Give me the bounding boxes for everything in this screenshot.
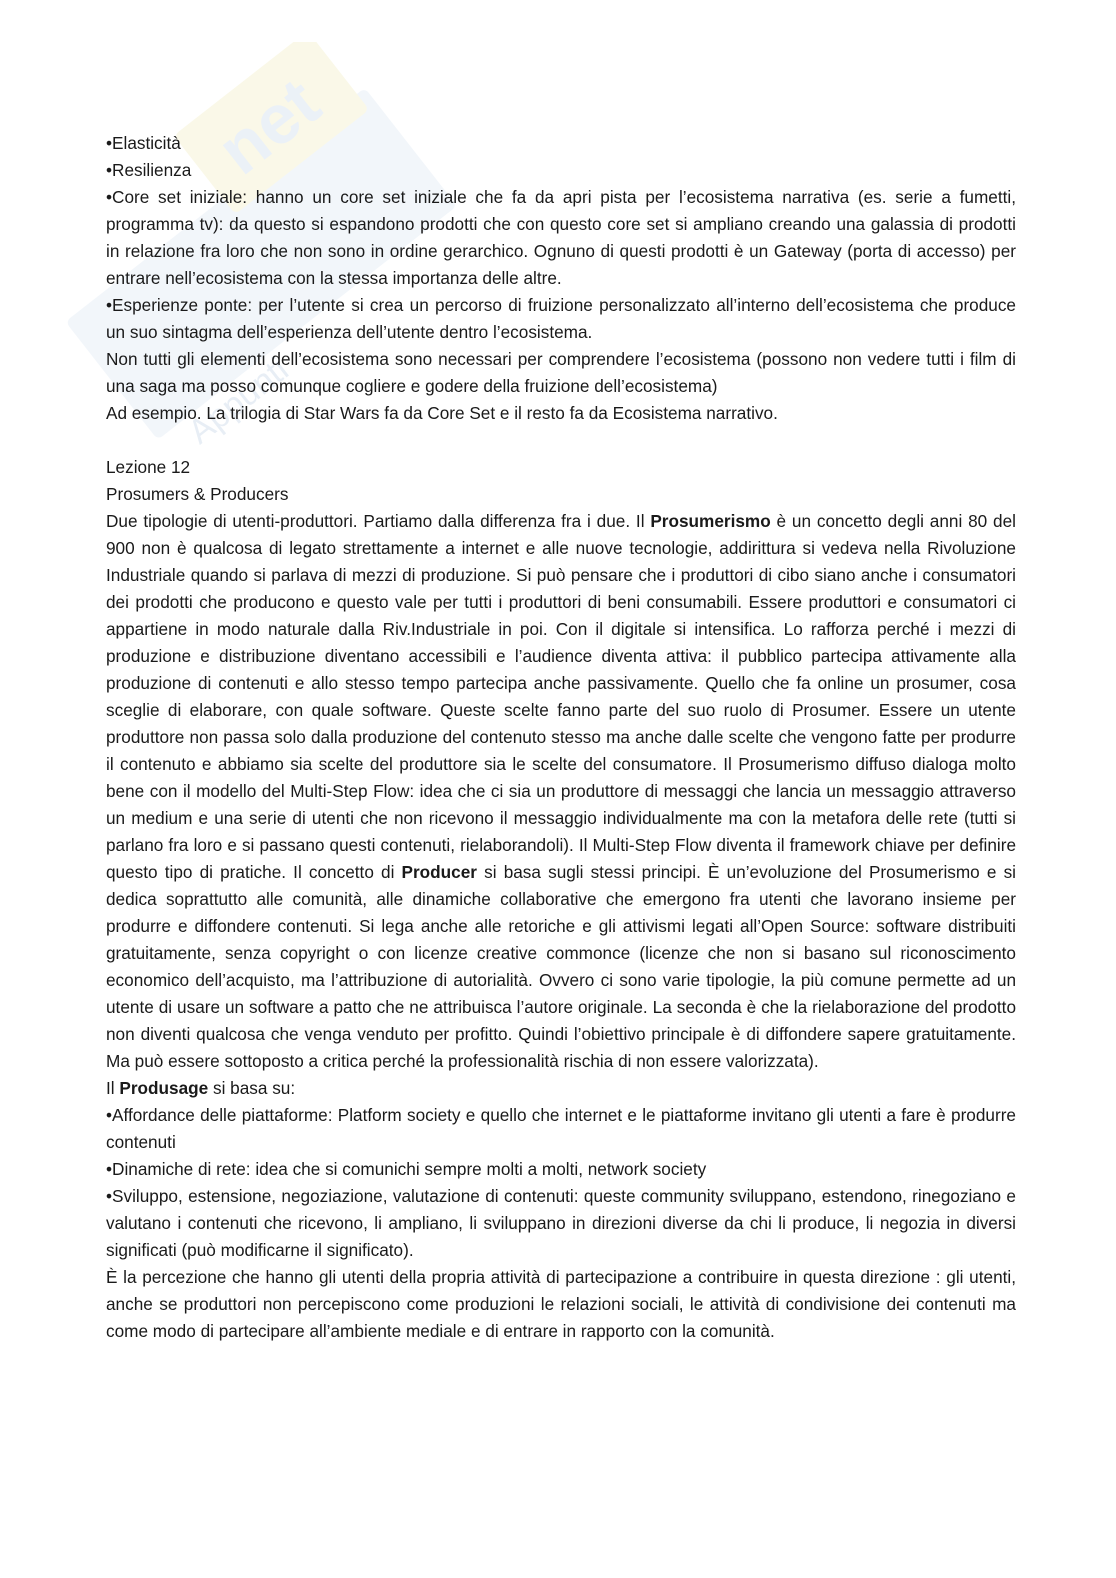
- paragraph-prosumerismo: Due tipologie di utenti-produttori. Partiamo dalla differenza fra i due. Il Prosumerismo è un concetto degli anni 80 del 900 non è qualcosa di legato strettamente a internet e alle nuove tecnologie, addirittura si vedeva nella Rivoluzione Industriale quando si parlava di mezzi di produzione. Si può pensare che i produttori di cibo siano anche i consumatori dei prodotti che producono e questo vale per tutti i produttori di beni consumabili. Essere produttori e consumatori ci appartiene in modo naturale dalla Riv.Industriale in poi. Con il digitale si intensifica. Lo rafforza perché i mezzi di produzione e distribuzione diventano accessibili e l’audience diventa attiva: il pubblico partecipa attivamente alla produzione di contenuti e allo stesso tempo partecipa anche passivamente. Quello che fa online un prosumer, cosa sceglie di elaborare, con quale software. Queste scelte fanno parte del suo ruolo di Prosumer. Essere un utente produttore non passa solo dalla produzione del contenuto stesso ma anche dalle scelte che vengono fatte per produrre il contenuto e abbiamo sia scelte del produttore sia le scelte del consumatore. Il Prosumerismo diffuso dialoga molto bene con il modello del Multi-Step Flow: idea che ci sia un produttore di messaggi che lancia un messaggio attraverso un medium e una serie di utenti che non ricevono il messaggio individualmente ma con la metafora delle rete (tutti si parlano fra loro e si passano questi contenuti, rielaborandoli). Il Multi-Step Flow diventa il framework chiave per definire questo tipo di pratiche. Il concetto di Producer si basa sugli stessi principi. È un’evoluzione del Prosumerismo e si dedica soprattutto alle comunità, alle dinamiche collaborative che emergono fra utenti che lavorano insieme per produrre e diffondere contenuti. Si lega anche alle retoriche e gli attivismi legati all’Open Source: software distribuiti gratuitamente, senza copyright o con licenze creative commonce (licenze che non si basano sul riconoscimento economico dell’acquisto, ma l’attribuzione di autorialità. Ovvero ci sono varie tipologie, la più comune permette ad un utente di usare un software a patto che ne attribuisca l’autore originale. La seconda è che la rielaborazione del prodotto non diventi qualcosa che venga venduto per profitto. Quindi l’obiettivo principale è di diffondere sapere gratuitamente. Ma può essere sottoposto a critica perché la professionalità rischia di non essere valorizzata).: [106, 511, 1016, 1071]
- lesson-title: Lezione 12: [106, 457, 191, 477]
- paragraph-star-wars: Ad esempio. La trilogia di Star Wars fa da Core Set e il resto fa da Ecosistema narrativo.: [106, 403, 778, 423]
- watermark-net-text: net: [203, 63, 334, 190]
- term-prosumerismo: Prosumerismo: [650, 511, 771, 531]
- bullet-elasticita: • Elasticità: [106, 130, 1016, 157]
- bullet-sviluppo: • Sviluppo, estensione, negoziazione, valutazione di contenuti: queste community sviluppano, estendono, rinegoziano e valutano i contenuti che ricevono, li ampliano, li sviluppano in direzioni diverse da chi li produce, li negozia in diversi significati (può modificarne il significato).: [106, 1183, 1016, 1264]
- lesson-subtitle: Prosumers & Producers: [106, 484, 289, 504]
- paragraph-produsage-intro: Il Produsage si basa su:: [106, 1078, 296, 1098]
- bullet-affordance: • Affordance delle piattaforme: Platform society e quello che internet e le piattaforme invitano gli utenti a fare è produrre contenuti: [106, 1102, 1016, 1156]
- paragraph-percezione: È la percezione che hanno gli utenti della propria attività di partecipazione a contribuire in questa direzione : gli utenti, anche se produttori non percepiscono come produzioni le relazioni sociali, le attività di condivisione dei contenuti ma come modo di partecipare all’ambiente mediale e di entrare in rapporto con la comunità.: [106, 1267, 1016, 1341]
- bullet-esperienze-ponte: • Esperienze ponte: per l’utente si crea un percorso di fruizione personalizzato all’interno dell’ecosistema che produce un suo sintagma dell’esperienza dell’utente dentro l’ecosistema.: [106, 292, 1016, 346]
- document-page: [106, 130, 1016, 1345]
- term-producer: Producer: [401, 862, 477, 882]
- bullet-dinamiche-rete: • Dinamiche di rete: idea che si comunichi sempre molti a molti, network society: [106, 1156, 1016, 1183]
- bullet-core-set: • Core set iniziale: hanno un core set iniziale che fa da apri pista per l’ecosistema narrativa (es. serie a fumetti, programma tv): da questo si espandono prodotti che con questo core set si ampliano creando una galassia di prodotti in relazione fra loro che non sono in ordine gerarchico. Ognuno di questi prodotti è un Gateway (porta di accesso) per entrare nell’ecosistema con la stessa importanza delle altre.: [106, 184, 1016, 292]
- term-produsage: Produsage: [119, 1078, 209, 1098]
- paragraph-ecosistema: Non tutti gli elementi dell’ecosistema sono necessari per comprendere l’ecosistema (possono non vedere tutti i film di una saga ma posso comunque cogliere e godere della fruizione dell’ecosistema): [106, 349, 1016, 396]
- section-spacer: [106, 427, 1016, 454]
- watermark-side-text: Appunti: [181, 350, 296, 452]
- bullet-resilienza: • Resilienza: [106, 157, 1016, 184]
